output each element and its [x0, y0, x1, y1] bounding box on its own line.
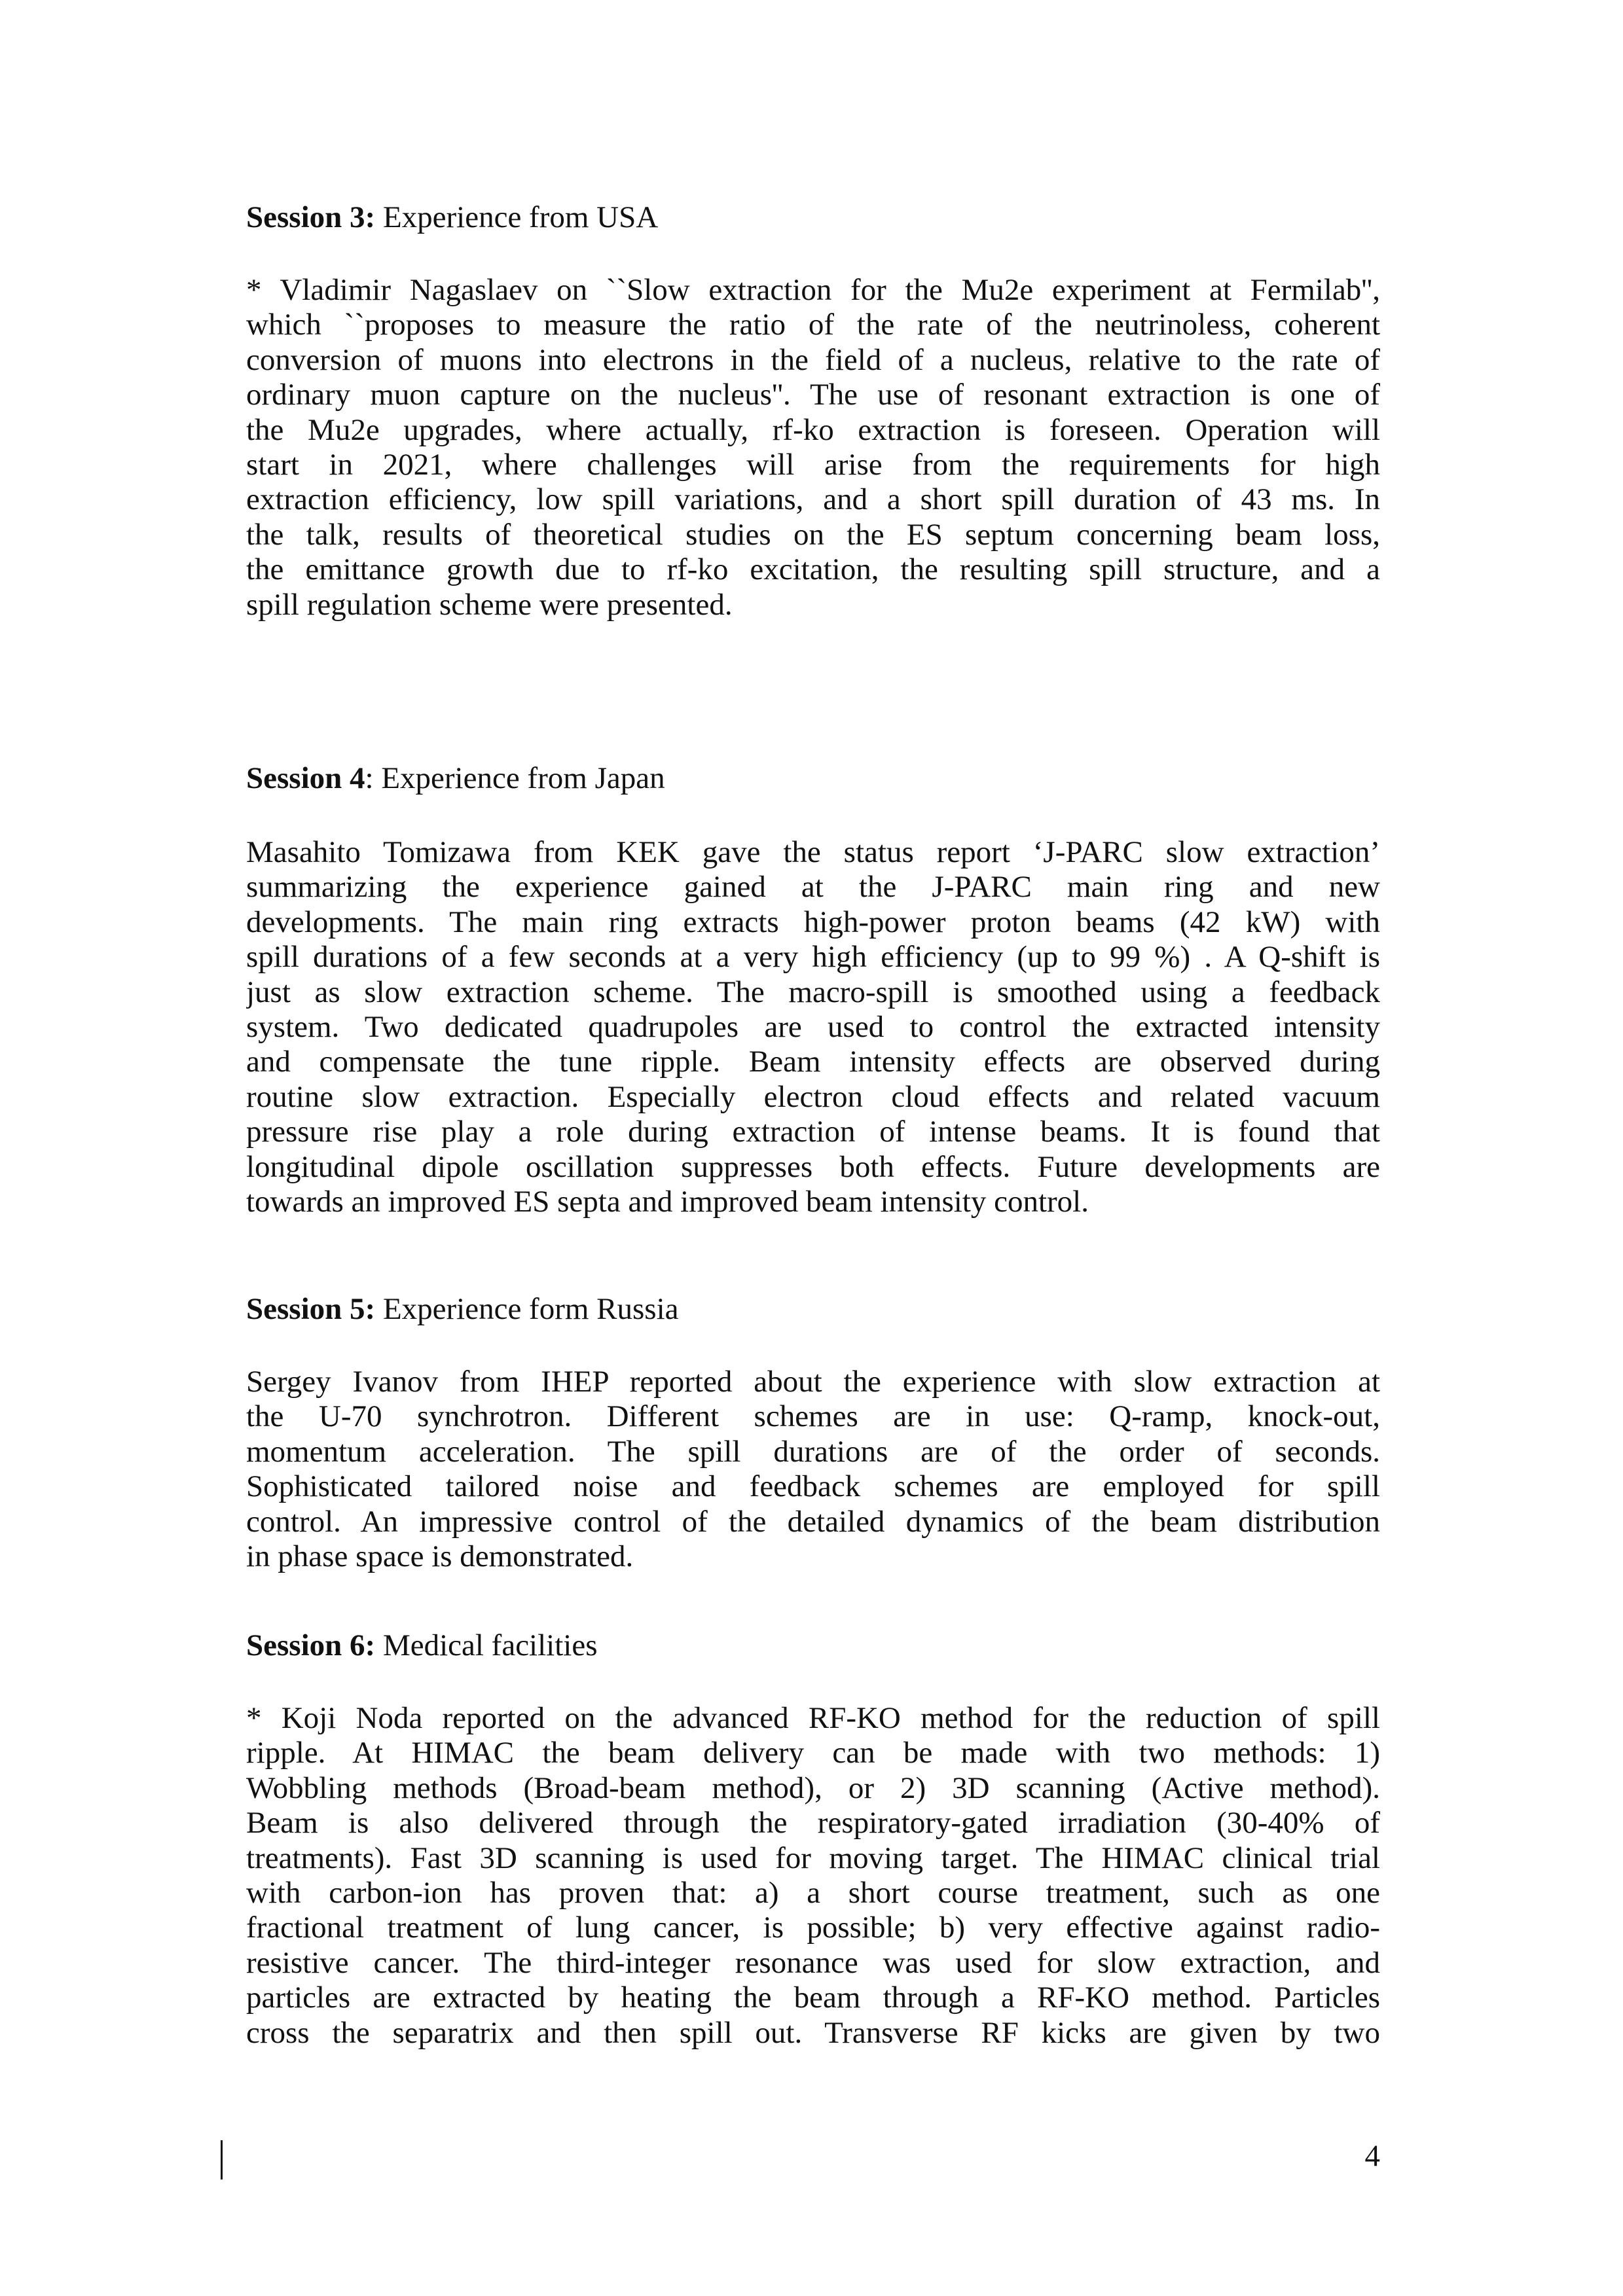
text-line: summarizing the experience gained at the J-PARC main ring and new	[246, 870, 1380, 905]
change-bar	[221, 2140, 223, 2179]
session-4-paragraph	[246, 835, 1380, 1219]
session-6-paragraph	[246, 1701, 1380, 2051]
session-title: Experience form Russia	[375, 1292, 679, 1326]
text-line: towards an improved ES septa and improved beam intensity control.	[246, 1184, 1089, 1219]
session-4-heading	[246, 761, 1380, 796]
text-line: longitudinal dipole oscillation suppresses both effects. Future developments are	[246, 1149, 1380, 1184]
text-line: * Koji Noda reported on the advanced RF-KO method for the reduction of spill	[246, 1701, 1380, 1735]
text-line: Beam is also delivered through the respiratory-gated irradiation (30-40% of	[246, 1806, 1380, 1840]
text-line: in phase space is demonstrated.	[246, 1539, 634, 1573]
text-line: the talk, results of theoretical studies on the ES septum concerning beam loss,	[246, 517, 1380, 552]
session-6-heading	[246, 1628, 1380, 1663]
text-line: the emittance growth due to rf-ko excitation, the resulting spill structure, and a	[246, 552, 1380, 587]
text-line: routine slow extraction. Especially electron cloud effects and related vacuum	[246, 1079, 1380, 1114]
text-line: * Vladimir Nagaslaev on ``Slow extraction for the Mu2e experiment at Fermilab'',	[246, 273, 1380, 307]
session-label: Session 4	[246, 761, 365, 795]
session-3-heading	[246, 200, 1380, 235]
text-line: start in 2021, where challenges will arise from the requirements for high	[246, 447, 1380, 482]
text-line: ordinary muon capture on the nucleus''. The use of resonant extraction is one of	[246, 378, 1380, 412]
session-5-paragraph	[246, 1365, 1380, 1574]
text-line: control. An impressive control of the detailed dynamics of the beam distribution	[246, 1504, 1380, 1539]
text-line: pressure rise play a role during extraction of intense beams. It is found that	[246, 1115, 1380, 1149]
text-line: developments. The main ring extracts high-power proton beams (42 kW) with	[246, 905, 1380, 939]
text-line: with carbon-ion has proven that: a) a short course treatment, such as one	[246, 1875, 1380, 1910]
text-line: spill durations of a few seconds at a very high efficiency (up to 99 %) . A Q-shift is	[246, 940, 1380, 975]
text-line: ripple. At HIMAC the beam delivery can be made with two methods: 1)	[246, 1736, 1380, 1770]
text-line: resistive cancer. The third-integer resonance was used for slow extraction, and	[246, 1945, 1380, 1980]
session-3-paragraph	[246, 273, 1380, 622]
text-line: Masahito Tomizawa from KEK gave the status report ‘J-PARC slow extraction’	[246, 835, 1380, 869]
text-line: the U-70 synchrotron. Different schemes are in use: Q-ramp, knock-out,	[246, 1399, 1380, 1434]
session-5-heading	[246, 1292, 1380, 1327]
session-title: Medical facilities	[375, 1628, 598, 1662]
page-number: 4	[1364, 2139, 1380, 2173]
text-line: just as slow extraction scheme. The macro-spill is smoothed using a feedback	[246, 975, 1380, 1009]
text-line: cross the separatrix and then spill out. Transverse RF kicks are given by two	[246, 2015, 1380, 2050]
session-label: Session 3:	[246, 200, 376, 234]
text-line: spill regulation scheme were presented.	[246, 587, 733, 622]
text-line: system. Two dedicated quadrupoles are used to control the extracted intensity	[246, 1009, 1380, 1044]
text-line: treatments). Fast 3D scanning is used for moving target. The HIMAC clinical trial	[246, 1840, 1380, 1875]
session-title: Experience from USA	[375, 200, 659, 234]
text-line: and compensate the tune ripple. Beam intensity effects are observed during	[246, 1045, 1380, 1079]
text-line: particles are extracted by heating the beam through a RF-KO method. Particles	[246, 1981, 1380, 2015]
text-line: conversion of muons into electrons in the field of a nucleus, relative to the rate of	[246, 342, 1380, 377]
text-line: Sophisticated tailored noise and feedback schemes are employed for spill	[246, 1469, 1380, 1504]
session-label: Session 6:	[246, 1628, 376, 1662]
text-line: Sergey Ivanov from IHEP reported about the experience with slow extraction at	[246, 1365, 1380, 1399]
session-title: : Experience from Japan	[365, 761, 665, 795]
text-line: which ``proposes to measure the ratio of the rate of the neutrinoless, coherent	[246, 308, 1380, 342]
session-label: Session 5:	[246, 1292, 376, 1326]
text-line: momentum acceleration. The spill durations are of the order of seconds.	[246, 1434, 1380, 1469]
text-line: extraction efficiency, low spill variations, and a short spill duration of 43 ms. In	[246, 482, 1380, 517]
text-line: the Mu2e upgrades, where actually, rf-ko extraction is foreseen. Operation will	[246, 412, 1380, 447]
text-line: Wobbling methods (Broad-beam method), or 2) 3D scanning (Active method).	[246, 1770, 1380, 1805]
text-line: fractional treatment of lung cancer, is possible; b) very effective against radio-	[246, 1910, 1380, 1945]
